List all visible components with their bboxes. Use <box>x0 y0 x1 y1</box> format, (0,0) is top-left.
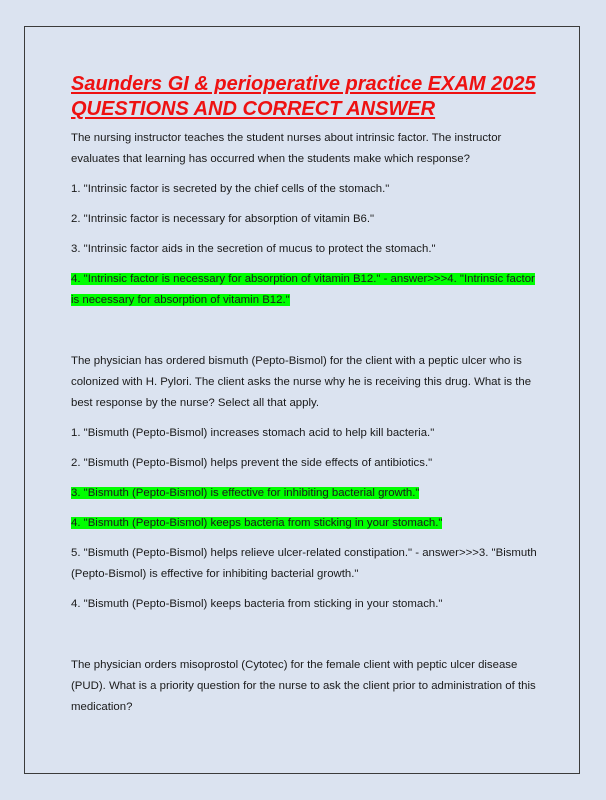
question-1-option-2: 2. "Intrinsic factor is necessary for absorption of vitamin B6." <box>71 213 375 225</box>
question-3-stem: The physician orders misoprostol (Cytotec) for the female client with peptic ulcer disease (PUD). What is a priority question for the nurse to ask the client prior to administration of this medication? <box>71 659 536 713</box>
question-1-option-3: 3. "Intrinsic factor aids in the secretion of mucus to protect the stomach." <box>71 243 436 255</box>
question-2-answer-followup: 4. "Bismuth (Pepto-Bismol) keeps bacteria from sticking in your stomach." <box>71 598 443 610</box>
question-1 <box>71 128 546 311</box>
question-2-option-3 <box>71 483 546 504</box>
question-2-option-4 <box>71 513 546 534</box>
question-1-answer-highlight: 4. "Intrinsic factor is necessary for absorption of vitamin B12." - answer>>>4. "Intrinsic factor is necessary for absorption of vitamin B12." <box>71 273 535 306</box>
document-title: Saunders GI & perioperative practice EXAM 2025 QUESTIONS AND CORRECT ANSWER <box>71 73 536 120</box>
question-1-answer <box>71 269 546 311</box>
question-2-option-3-highlight: 3. "Bismuth (Pepto-Bismol) is effective for inhibiting bacterial growth." <box>71 487 420 499</box>
question-2 <box>71 351 546 615</box>
question-2-answer: 5. "Bismuth (Pepto-Bismol) helps relieve ulcer-related constipation." - answer>>>3. "Bismuth (Pepto-Bismol) is effective for inhibiting bacterial growth." <box>71 547 537 580</box>
question-3 <box>71 655 546 718</box>
question-2-stem: The physician has ordered bismuth (Pepto-Bismol) for the client with a peptic ulcer who is colonized with H. Pylori. The client asks the nurse why he is receiving this drug. What is the best response by the nurse? Select all that apply. <box>71 355 532 409</box>
question-2-option-1: 1. "Bismuth (Pepto-Bismol) increases stomach acid to help kill bacteria." <box>71 427 435 439</box>
question-1-stem: The nursing instructor teaches the student nurses about intrinsic factor. The instructor evaluates that learning has occurred when the students make which response? <box>71 132 502 165</box>
document-body <box>71 72 546 718</box>
question-2-option-2: 2. "Bismuth (Pepto-Bismol) helps prevent the side effects of antibiotics." <box>71 457 433 469</box>
question-1-option-1: 1. "Intrinsic factor is secreted by the chief cells of the stomach." <box>71 183 390 195</box>
question-2-option-4-highlight: 4. "Bismuth (Pepto-Bismol) keeps bacteria from sticking in your stomach." <box>71 517 443 529</box>
